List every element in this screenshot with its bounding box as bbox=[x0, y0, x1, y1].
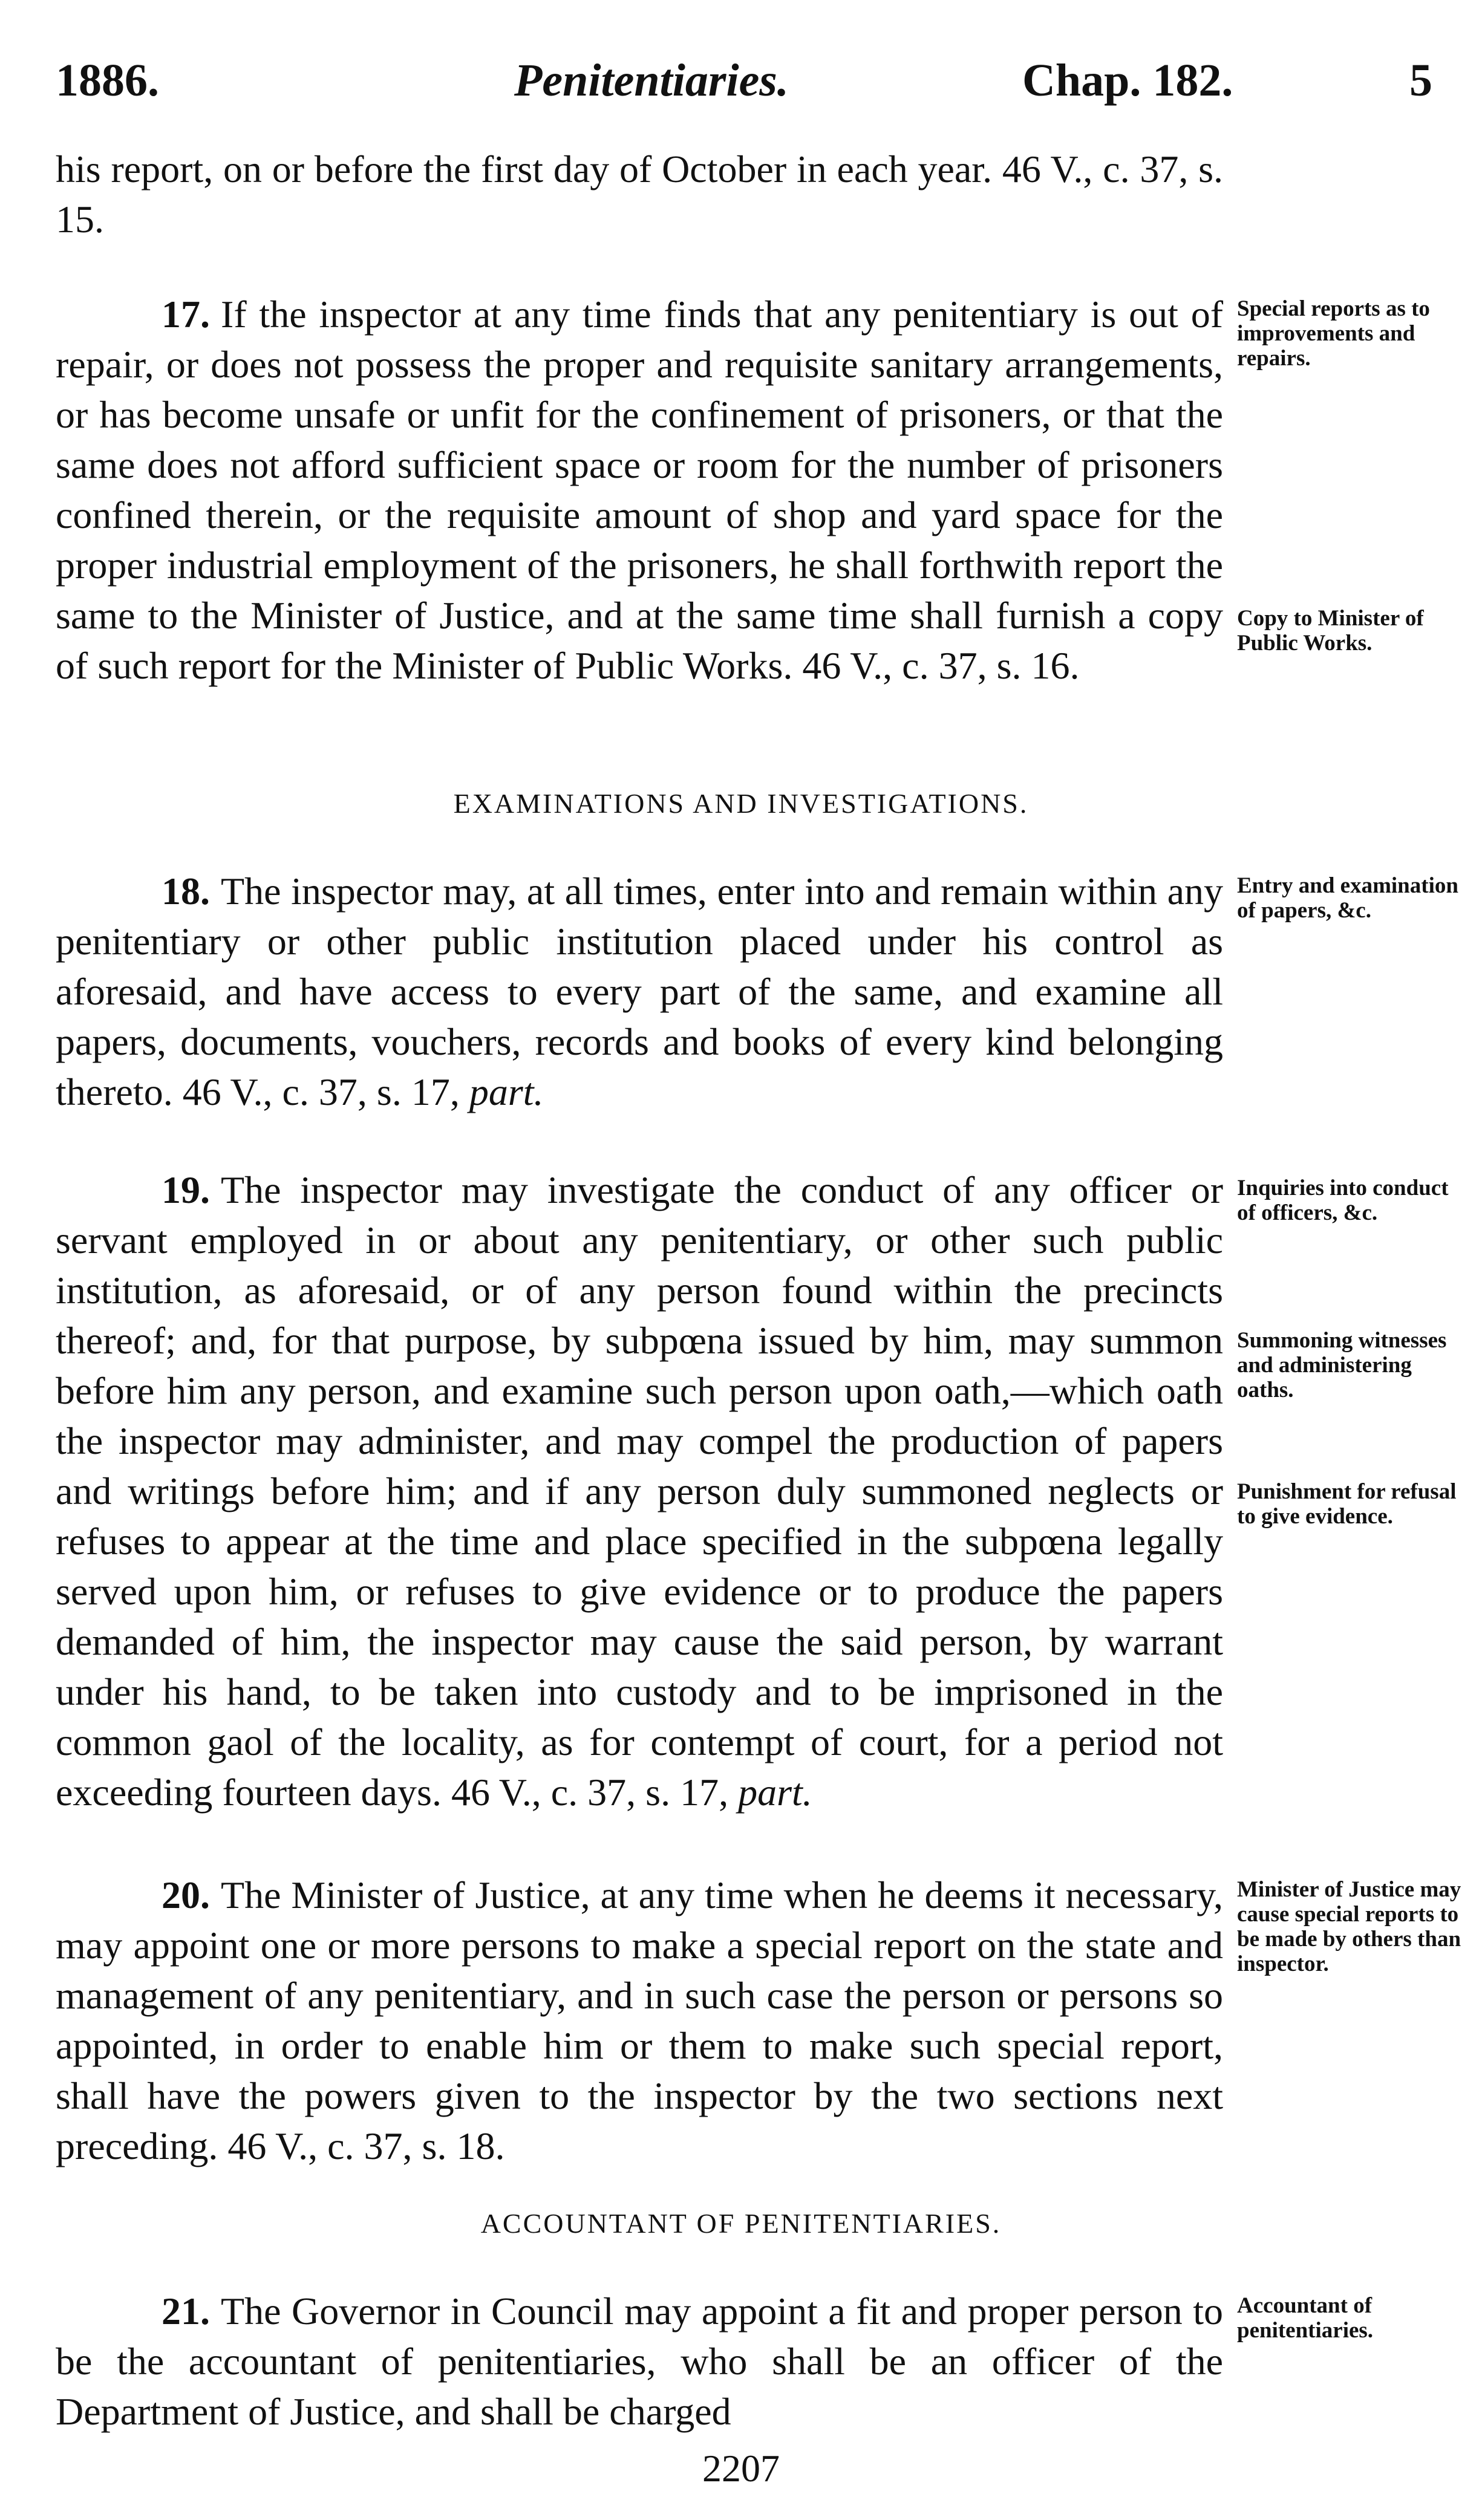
section-19 bbox=[56, 1165, 1223, 1817]
heading-examinations: EXAMINATIONS AND INVESTIGATIONS. bbox=[453, 788, 1029, 819]
section-20-text bbox=[56, 1870, 1223, 2171]
section-21-text bbox=[56, 2286, 1223, 2437]
margin-note-inquiries: Inquiries into conduct of officers, &c. bbox=[1237, 1176, 1449, 1225]
section-number: 18. bbox=[162, 870, 210, 913]
section-citation: 46 V., c. 37, s. 17, bbox=[451, 1771, 729, 1814]
section-body: The inspector may investigate the conduct of any officer or servant employed in or about any penitentiary, or other such public institution, as aforesaid, or of any person found within the precincts thereof; and, for that purpose, by subpœna issued by him, may summon before him any person, and examine such person upon oath,—which oath the inspector may administer, and may compel the production of papers and writings before him; and if any person duly summoned neglects or refuses to appear at the time and place specified in the subpœna legally served upon him, or refuses to give evidence or to produce the papers demanded of him, the inspector may cause the said person, by warrant under his hand, to be taken into custody and to be imprisoned in the common gaol of the locality, as for contempt of court, for a period not exceeding fourteen days. bbox=[56, 1168, 1223, 1814]
section-citation: 46 V., c. 37, s. 18. bbox=[227, 2124, 505, 2167]
margin-note-minister-special-reports: Minister of Justice may cause special reports to be made by others than inspector. bbox=[1237, 1877, 1461, 1976]
section-18-text bbox=[56, 866, 1223, 1117]
section-17 bbox=[56, 289, 1223, 691]
section-19-text bbox=[56, 1165, 1223, 1817]
chapter-number: Chap. 182. bbox=[1022, 55, 1233, 106]
section-body: The inspector may, at all times, enter into and remain within any penitentiary or other public institution placed under his control as aforesaid, and have access to every part of the same, and examine all papers, documents, vouchers, records and books of every kind belonging thereto. bbox=[56, 870, 1223, 1113]
section-number: 19. bbox=[162, 1168, 210, 1211]
page-number: 5 bbox=[1409, 55, 1432, 106]
running-title: Penitentiaries. bbox=[514, 55, 789, 106]
section-body: The Governor in Council may appoint a fit and proper person to be the accountant of penitentiaries, who shall be an officer of the Department of Justice, and shall be charged bbox=[56, 2290, 1223, 2433]
section-body: The Minister of Justice, at any time when he deems it necessary, may appoint one or more persons to make a special report on the state and management of any penitentiary, and in such case the person or persons so appointed, in order to enable him or them to make such special report, shall have the powers given to the inspector by the two sections next preceding. bbox=[56, 1874, 1223, 2167]
continuation-block bbox=[56, 144, 1223, 244]
section-citation: 46 V., c. 37, s. 17, bbox=[182, 1070, 460, 1113]
section-number: 21. bbox=[162, 2290, 210, 2333]
section-citation-part: part. bbox=[738, 1771, 812, 1814]
section-18 bbox=[56, 866, 1223, 1117]
margin-note-entry-examination: Entry and examination of papers, &c. bbox=[1237, 873, 1458, 923]
section-21 bbox=[56, 2286, 1223, 2437]
signature-mark: 2207 bbox=[702, 2447, 780, 2490]
section-20 bbox=[56, 1870, 1223, 2171]
margin-note-summoning: Summoning witnesses and administering oaths. bbox=[1237, 1328, 1447, 1402]
margin-note-accountant: Accountant of penitentiaries. bbox=[1237, 2293, 1374, 2343]
header-year: 1886. bbox=[56, 55, 159, 106]
margin-note-punishment: Punishment for refusal to give evidence. bbox=[1237, 1479, 1457, 1529]
section-citation-part: part. bbox=[469, 1070, 544, 1113]
margin-note-special-reports: Special reports as to improvements and repairs. bbox=[1237, 296, 1430, 371]
section-body: If the inspector at any time finds that any penitentiary is out of repair, or does not possess the proper and requisite sanitary arrangements, or has become unsafe or unfit for the confinement of prisoners, or that the same does not afford sufficient space or room for the number of prisoners confined therein, or the requisite amount of shop and yard space for the proper industrial employment of the prisoners, he shall forthwith report the same to the Minister of Justice, and at the same time shall furnish a copy of such report for the Minister of Public Works. bbox=[56, 293, 1223, 687]
section-number: 20. bbox=[162, 1874, 210, 1916]
margin-note-copy-minister: Copy to Minister of Public Works. bbox=[1237, 606, 1424, 656]
continuation-text: his report, on or before the first day of October in each year. 46 V., c. 37, s. 15. bbox=[56, 148, 1223, 241]
heading-accountant: ACCOUNTANT OF PENITENTIARIES. bbox=[480, 2208, 1002, 2239]
section-17-text bbox=[56, 289, 1223, 691]
section-citation: 46 V., c. 37, s. 16. bbox=[802, 644, 1080, 687]
section-number: 17. bbox=[162, 293, 210, 336]
